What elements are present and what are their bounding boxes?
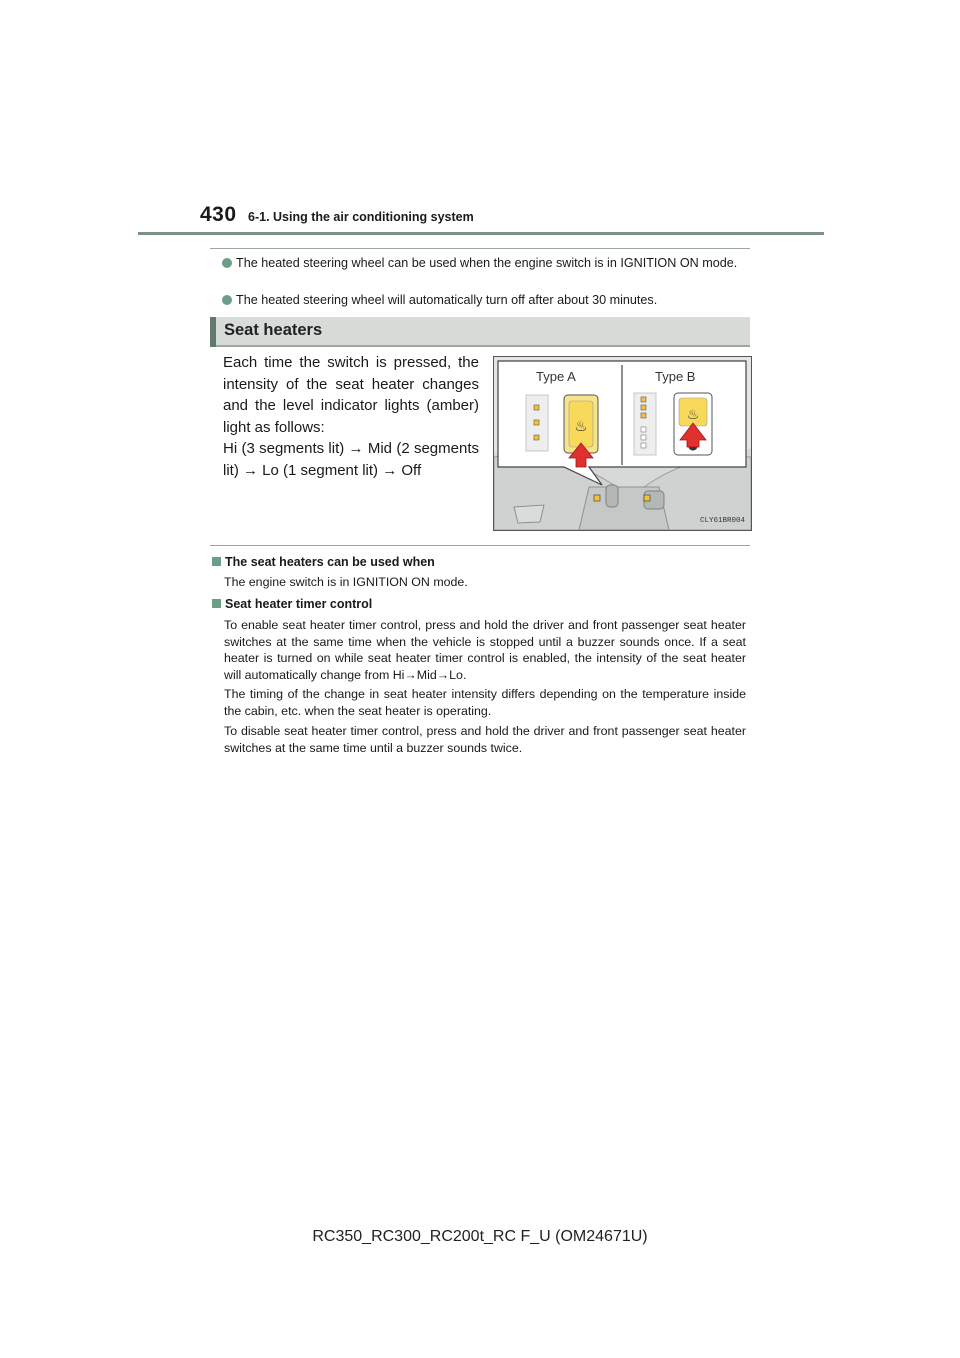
square-bullet-icon (212, 557, 221, 566)
page-number: 430 (200, 203, 237, 226)
square-bullet-icon (212, 599, 221, 608)
info-paragraph: The timing of the change in seat heater intensity differs depending on the temperature inside the cabin, etc. when the seat heater is operating. (224, 687, 746, 718)
body-text-intro: Each time the switch is pressed, the intensity of the seat heater changes and the level indicator lights (amber) light as follows: (223, 354, 479, 436)
seat-heater-figure (493, 356, 752, 531)
section-heading: Seat heaters (224, 321, 323, 339)
heading-accent (210, 317, 216, 347)
bullet-icon (222, 295, 232, 305)
figure-illustration (494, 357, 751, 530)
note-top-rule (210, 248, 750, 249)
note-item (222, 292, 750, 308)
type-a-label: Type A (536, 369, 576, 384)
body-paragraph (223, 352, 479, 481)
figure-code: CLY61BR004 (700, 517, 746, 525)
footer-model-code: RC350_RC300_RC200t_RC F_U (OM24671U) (312, 1228, 648, 1245)
svg-text:♨: ♨ (574, 417, 588, 435)
section-title: 6-1. Using the air conditioning system (248, 210, 474, 224)
info-heading-availability (212, 555, 435, 569)
body-text-sequence: Hi (3 segments lit) → Mid (2 segments lit) → Lo (1 segment lit) → Off (223, 440, 479, 479)
info-paragraph: The engine switch is in IGNITION ON mode. (224, 575, 468, 589)
info-heading-timer (212, 597, 372, 611)
info-paragraph: To disable seat heater timer control, press and hold the driver and front passenger seat heater switches at the same time until a buzzer sounds twice. (224, 724, 746, 755)
note-item (222, 255, 750, 271)
bullet-icon (222, 258, 232, 268)
info-paragraph: To enable seat heater timer control, press and hold the driver and front passenger seat heater switches at the same time when the vehicle is stopped until a buzzer sounds once. If a seat heater is turned on while seat heater timer control is enabled, the intensity of the seat heater will automatically change from Hi→Mid→Lo. (224, 618, 746, 682)
note-text: The heated steering wheel can be used when the engine switch is in IGNITION ON mode. (236, 256, 738, 270)
info-section-rule (210, 545, 750, 546)
svg-text:♨: ♨ (686, 407, 700, 423)
info-heading-text: The seat heaters can be used when (225, 555, 435, 569)
section-heading-bar (210, 317, 750, 347)
info-heading-text: Seat heater timer control (225, 597, 373, 611)
type-b-label: Type B (655, 369, 696, 384)
header-rule (138, 232, 824, 235)
note-text: The heated steering wheel will automatically turn off after about 30 minutes. (236, 293, 658, 307)
